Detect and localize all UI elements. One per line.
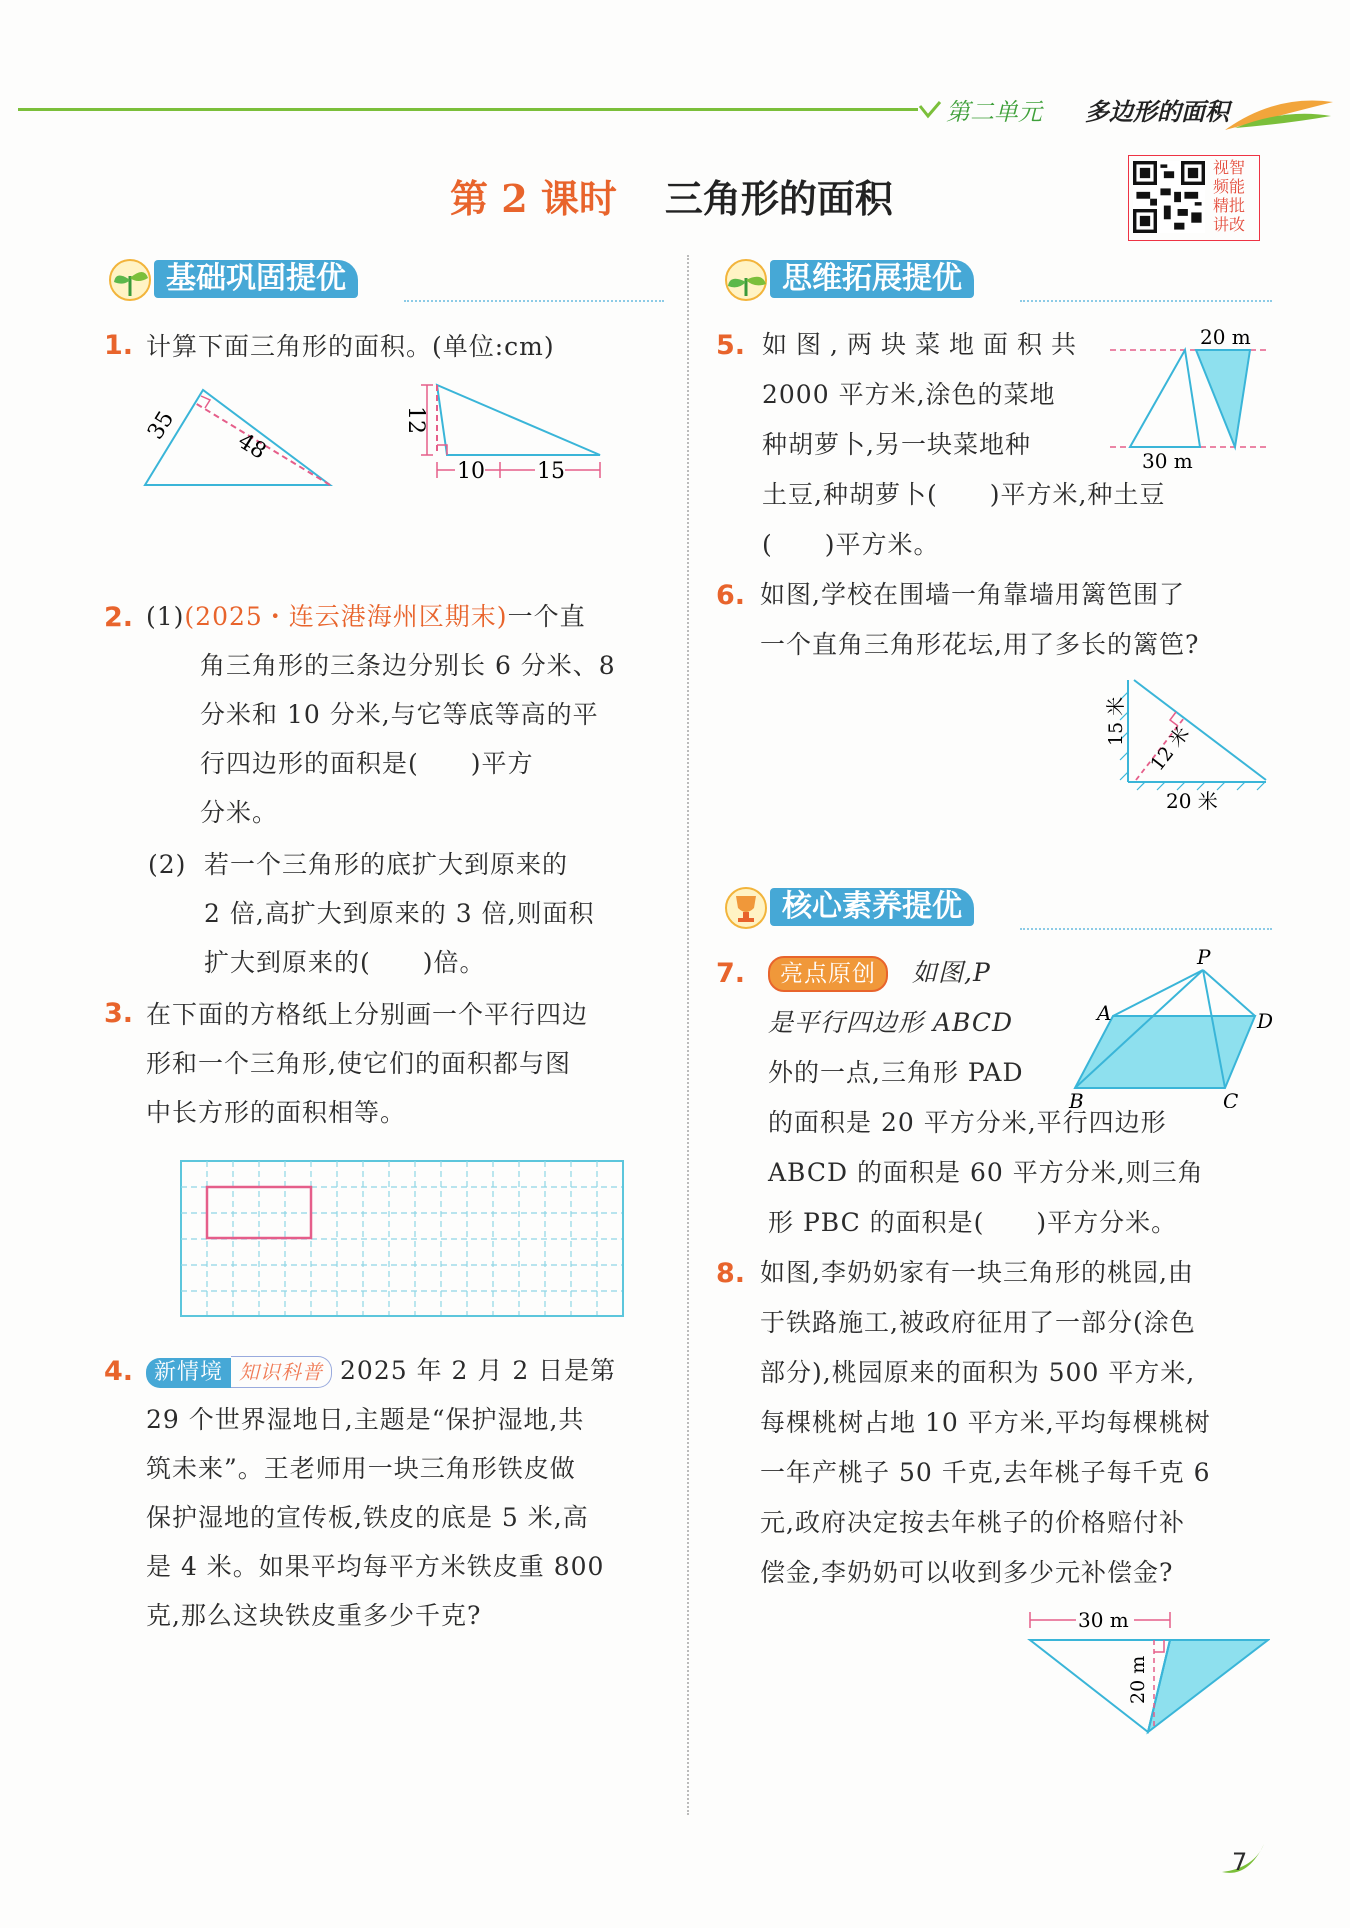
q2-part2-line2: 2 倍,高扩大到原来的 3 倍,则面积 bbox=[204, 899, 595, 928]
lesson-number: 第 2 课时 bbox=[450, 176, 617, 221]
q1-side-label: 35 bbox=[143, 407, 180, 445]
q4-line3: 筑未来”。王老师用一块三角形铁皮做 bbox=[146, 1454, 576, 1483]
q3-line1: 在下面的方格纸上分别画一个平行四边 bbox=[146, 1000, 589, 1029]
q2-part1-text1: 一个直 bbox=[507, 602, 586, 631]
q5-line5: ( )平方米。 bbox=[762, 530, 940, 559]
section-basic bbox=[104, 256, 664, 302]
q6-bottom-label: 20 米 bbox=[1166, 789, 1218, 813]
q2-part2-line1: 若一个三角形的底扩大到原来的 bbox=[204, 850, 569, 879]
q1-base-a-label: 10 bbox=[457, 459, 485, 484]
q1-number: 1. bbox=[104, 330, 134, 361]
q2-part1-line2: 角三角形的三条边分别长 6 分米、8 bbox=[200, 651, 616, 680]
q8-top-label: 30 m bbox=[1078, 1608, 1129, 1632]
q4-tag-new-context: 新情境 bbox=[146, 1358, 231, 1388]
q5-line3: 种胡萝卜,另一块菜地种 bbox=[762, 430, 1031, 459]
q8-line7: 偿金,李奶奶可以收到多少元补偿金? bbox=[760, 1558, 1174, 1587]
q1-triangle-2 bbox=[403, 385, 600, 484]
section-rule bbox=[1020, 928, 1272, 930]
q2-part2-line3: 扩大到原来的( )倍。 bbox=[204, 948, 486, 977]
q2-part1-line3: 分米和 10 分米,与它等底等高的平 bbox=[200, 700, 599, 729]
q8-figure bbox=[1020, 1600, 1270, 1740]
q3-number: 3. bbox=[104, 998, 134, 1029]
q2-part1-line5: 分米。 bbox=[200, 798, 279, 827]
q5-figure bbox=[1110, 322, 1270, 472]
q4-number: 4. bbox=[104, 1356, 134, 1387]
section-thinking-label: 思维拓展提优 bbox=[770, 260, 974, 298]
q7-line6: 形 PBC 的面积是( )平方分米。 bbox=[768, 1208, 1178, 1237]
lesson-name: 三角形的面积 bbox=[664, 176, 893, 221]
q7-tag-original: 亮点原创 bbox=[768, 956, 888, 992]
q7-label-D: D bbox=[1257, 1009, 1274, 1033]
unit-label: 第二单元 bbox=[946, 98, 1042, 126]
page-number: 7 bbox=[1232, 1848, 1248, 1876]
q7-line1-text: 如图,P bbox=[912, 958, 991, 987]
q4-line1 bbox=[146, 1346, 616, 1395]
q6-line1: 如图,学校在围墙一角靠墙用篱笆围了 bbox=[760, 580, 1185, 609]
trophy-icon bbox=[720, 884, 774, 930]
q2-number: 2. bbox=[104, 602, 134, 633]
q1-triangle-1 bbox=[143, 390, 330, 485]
qr-caption: 视智频能精批讲改 bbox=[1213, 158, 1246, 234]
q7-number: 7. bbox=[716, 958, 746, 989]
q5-number: 5. bbox=[716, 330, 746, 361]
q3-line3: 中长方形的面积相等。 bbox=[146, 1098, 407, 1127]
q4-line6: 克,那么这块铁皮重多少千克? bbox=[146, 1601, 482, 1630]
q7-line3: 外的一点,三角形 PAD bbox=[768, 1058, 1024, 1087]
q6-diag-label: 12 米 bbox=[1146, 722, 1194, 776]
q4-tag-science: 知识科普 bbox=[231, 1356, 332, 1388]
q8-line5: 一年产桃子 50 千克,去年桃子每千克 6 bbox=[760, 1458, 1211, 1487]
q7-figure bbox=[1065, 948, 1275, 1108]
leaf-decoration-icon bbox=[1225, 94, 1335, 134]
q5-bottom-label: 30 m bbox=[1142, 449, 1193, 472]
section-basic-label: 基础巩固提优 bbox=[154, 260, 358, 298]
q1-base-b-label: 15 bbox=[537, 459, 565, 484]
q7-label-P: P bbox=[1197, 948, 1211, 969]
q4-line5: 是 4 米。如果平均每平方米铁皮重 800 bbox=[146, 1552, 605, 1581]
section-thinking bbox=[720, 256, 1272, 302]
q2-part1-line4: 行四边形的面积是( )平方 bbox=[200, 749, 534, 778]
header-rule bbox=[18, 108, 918, 111]
q7-label-C: C bbox=[1223, 1089, 1239, 1108]
q7-label-A: A bbox=[1097, 1001, 1112, 1025]
q5-top-label: 20 m bbox=[1200, 325, 1251, 349]
qr-code-icon bbox=[1133, 160, 1205, 234]
section-core bbox=[720, 884, 1272, 930]
q7-line2: 是平行四边形 ABCD bbox=[768, 1008, 1014, 1037]
q4-line1-text: 2025 年 2 月 2 日是第 bbox=[340, 1356, 617, 1385]
q2-part2-label: (2) bbox=[148, 850, 187, 879]
q5-line1: 如图,两块菜地面积共 bbox=[762, 330, 1085, 359]
q1-text: 计算下面三角形的面积。(单位:cm) bbox=[146, 332, 555, 361]
q7-line5: ABCD 的面积是 60 平方分米,则三角 bbox=[768, 1158, 1204, 1187]
q5-line2: 2000 平方米,涂色的菜地 bbox=[762, 380, 1056, 409]
lesson-title bbox=[450, 168, 893, 223]
q8-line4: 每棵桃树占地 10 平方米,平均每棵桃树 bbox=[760, 1408, 1211, 1437]
qr-code-box[interactable] bbox=[1128, 155, 1260, 241]
q8-line2: 于铁路施工,被政府征用了一部分(涂色 bbox=[760, 1308, 1196, 1337]
q4-line4: 保护湿地的宣传板,铁皮的底是 5 米,高 bbox=[146, 1503, 589, 1532]
q6-line2: 一个直角三角形花坛,用了多长的篱笆? bbox=[760, 630, 1200, 659]
section-rule bbox=[404, 300, 664, 302]
q1-height2-label: 12 bbox=[403, 406, 428, 434]
q8-height-label: 20 m bbox=[1127, 1655, 1149, 1704]
check-icon bbox=[918, 100, 942, 120]
q8-line1: 如图,李奶奶家有一块三角形的桃园,由 bbox=[760, 1258, 1194, 1287]
q6-left-label: 15 米 bbox=[1105, 696, 1127, 746]
q2-source: (2025・连云港海州区期末) bbox=[184, 602, 508, 631]
q8-line6: 元,政府决定按去年桃子的价格赔付补 bbox=[760, 1508, 1185, 1537]
section-core-label: 核心素养提优 bbox=[770, 888, 974, 926]
q7-line1 bbox=[768, 948, 991, 997]
q2-part1-label: (1) bbox=[146, 602, 185, 631]
q8-line3: 部分),桃园原来的面积为 500 平方米, bbox=[760, 1358, 1196, 1387]
q8-number: 8. bbox=[716, 1258, 746, 1289]
section-rule bbox=[1020, 300, 1272, 302]
q2-part1-line1 bbox=[146, 592, 666, 641]
column-divider bbox=[687, 255, 689, 1815]
plant-bulb-icon bbox=[720, 256, 774, 302]
q7-label-B: B bbox=[1069, 1089, 1084, 1108]
q3-line2: 形和一个三角形,使它们的面积都与图 bbox=[146, 1049, 571, 1078]
q4-line2: 29 个世界湿地日,主题是“保护湿地,共 bbox=[146, 1405, 585, 1434]
q3-grid-paper[interactable] bbox=[180, 1160, 625, 1320]
q5-line4: 土豆,种胡萝卜( )平方米,种土豆 bbox=[762, 480, 1166, 509]
sprout-icon bbox=[104, 256, 158, 302]
q1-figures bbox=[135, 370, 635, 500]
q6-figure bbox=[1100, 672, 1275, 817]
unit-title: 多边形的面积 bbox=[1085, 98, 1229, 126]
q7-line4: 的面积是 20 平方分米,平行四边形 bbox=[768, 1108, 1167, 1137]
q6-number: 6. bbox=[716, 580, 746, 611]
q1-height-label: 48 bbox=[233, 428, 271, 465]
